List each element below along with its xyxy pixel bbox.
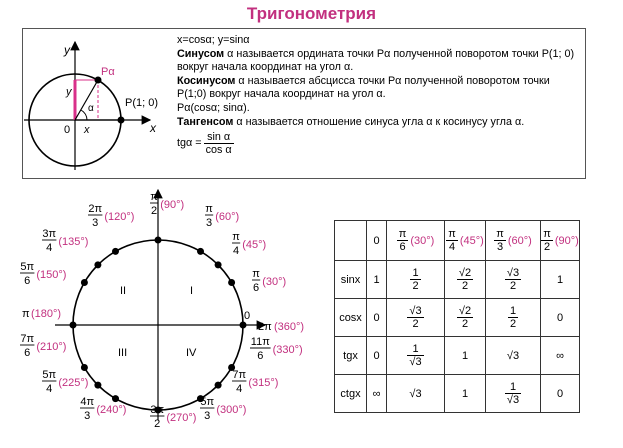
table-fraction [508,305,518,330]
fraction-denominator: 2 [509,318,517,330]
circle-point [94,382,101,389]
angle-degrees: (120°) [104,211,135,223]
angle-denominator: 4 [236,383,243,395]
page-title: Тригонометрия [246,4,377,23]
circle-angle-label [250,336,303,362]
small-unit-circle [24,42,158,170]
angle-degrees: (330°) [272,344,303,356]
angle-denominator: 2 [151,205,158,217]
table-fraction [446,228,458,253]
table-row [335,299,580,337]
table-fraction [407,343,423,368]
definition-point: Pα(cosα; sinα). [177,101,250,114]
header-content [446,228,484,253]
fraction-numerator: π [398,228,407,240]
table-header-cell [387,221,445,261]
circle-point [94,261,101,268]
angle-degrees: (300°) [216,404,247,416]
table-fraction [407,305,423,330]
table-value: ∞ [372,387,381,400]
term-cos: Косинусом [177,74,236,87]
table-cell [387,375,445,413]
tg-lhs: tgα = [177,136,202,149]
table-fraction [505,381,521,406]
table-corner [335,221,367,261]
table-cell [387,261,445,299]
circle-point [240,322,247,329]
table-row-label: ctgx [335,375,367,413]
angle-numerator: 3π [150,404,165,416]
table-cell [486,375,541,413]
angle-denominator: 6 [24,347,31,359]
small-point-p [118,117,125,124]
small-radius-pa [75,80,98,120]
table-header-cell [367,221,387,261]
table-header-cell [541,221,580,261]
definition-cos [177,75,582,102]
fraction-numerator: π [496,228,504,240]
table-cell [541,299,580,337]
angle-degrees: (135°) [58,236,89,248]
table-fraction [397,228,409,253]
circle-point [215,261,222,268]
angle-degrees: (270°) [166,412,197,424]
table-row-label: sinx [335,261,367,299]
header-content [541,228,579,253]
table-value: 1 [556,273,564,286]
table-value: √3 [409,387,422,400]
angle-numerator: 11π [250,336,270,348]
table-value: 0 [373,234,380,247]
table-cell [486,299,541,337]
fraction-denominator: √3 [506,394,520,406]
table-header-cell [445,221,486,261]
table-cell [387,299,445,337]
angle-degrees: (30°) [262,276,287,288]
angle-denominator: 6 [253,282,260,294]
fraction-numerator: 1 [407,343,423,356]
definition-tan-text: α называется отношение синуса угла α к косинусу угла α. [233,115,525,128]
table-cell [445,261,486,299]
angle-degrees: (210°) [36,341,67,353]
tg-denominator: cos α [205,144,232,157]
angle-degrees: (90°) [160,199,185,211]
table-cell [541,375,580,413]
definition-tan [177,116,582,130]
angle-numerator: 5π [42,369,57,381]
fraction-denominator: √3 [409,356,422,368]
definition-sin-text: α называется ордината точки Pα полученной поворотом точки P(1; 0) вокруг начала координат на угол α. [177,47,575,74]
angle-numerator: 4π [80,396,95,408]
table-value: 1 [461,387,469,400]
circle-point [197,248,204,255]
table-cell [541,337,580,375]
circle-angle-label [20,261,66,287]
fraction-denominator: 4 [448,241,456,253]
circle-angle-label [258,321,304,333]
trig-values-table [334,220,580,413]
angle-denominator: 2 [154,418,161,430]
table-row [335,337,580,375]
fraction-numerator: √3 [409,305,422,317]
fraction-denominator: 2 [412,280,419,292]
table-fraction [505,267,521,292]
angle-degrees: (315°) [248,377,279,389]
angle-numerator: 5π [200,396,215,408]
angle-degrees: (240°) [96,404,127,416]
small-angle-label: α [88,103,94,114]
quadrant-4: IV [186,347,197,359]
circle-angle-label [200,396,246,422]
header-degrees: (90°) [554,234,579,247]
angle-numerator: 7π [232,369,247,381]
table-value: √3 [506,349,520,362]
angle-denominator: 3 [206,217,213,229]
angle-numerator: 3π [42,228,57,240]
header-content [373,235,379,247]
circle-angle-label [205,203,239,229]
definition-sin [177,48,582,75]
angle-numerator: π [252,268,260,280]
table-fraction [541,228,553,253]
table-value: 0 [373,311,380,324]
table-row-label: cosx [335,299,367,337]
table-header-cell [486,221,541,261]
circle-angle-label [42,369,88,395]
tg-fraction [204,131,234,156]
table-row [335,261,580,299]
circle-angle-label [20,333,66,359]
table-value: ∞ [556,349,564,362]
fraction-denominator: 2 [543,241,551,253]
circle-point [215,382,222,389]
small-point-pa-label: Pα [101,66,115,78]
fraction-denominator: 3 [496,241,504,253]
small-y-mark: y [66,86,72,98]
definitions-text [177,34,582,156]
angle-degrees: (360°) [274,321,305,333]
small-y-axis-label: y [64,43,70,57]
table-cell [367,261,387,299]
angle-denominator: 6 [24,275,31,287]
angle-numerator: 7π [20,333,35,345]
fraction-denominator: 2 [509,280,517,292]
angle-numerator: π [150,191,158,203]
circle-angle-label [252,268,286,294]
header-degrees: (45°) [459,234,484,247]
angle-value: π [22,308,30,320]
angle-degrees: (150°) [36,269,67,281]
circle-point [70,322,77,329]
table-fraction [457,267,473,292]
table-value: 1 [461,349,469,362]
table-fraction [494,228,506,253]
table-row [335,375,580,413]
header-degrees: (30°) [410,234,435,247]
angle-numerator: π [205,203,213,215]
angle-denominator: 3 [204,410,211,422]
circle-angle-label [244,310,250,322]
fraction-denominator: 2 [412,318,419,330]
table-fraction [457,305,473,330]
angle-degrees: (225°) [58,377,89,389]
fraction-numerator: √2 [458,267,472,279]
angle-degrees: (180°) [31,308,62,320]
angle-degrees: (60°) [215,211,240,223]
table-cell [445,299,486,337]
fraction-numerator: 1 [505,381,521,394]
table-value: 0 [556,387,564,400]
header-degrees: (60°) [507,234,532,247]
table-value: 0 [373,349,380,362]
header-content [494,228,532,253]
table-cell [367,337,387,375]
angle-value: 0 [244,310,251,322]
definition-line-xy: x=cosα; y=sinα [177,34,250,46]
table-cell [387,337,445,375]
circle-angle-label [232,231,266,257]
term-sin: Синусом [177,47,225,60]
circle-point [155,237,162,244]
fraction-numerator: 1 [412,267,419,279]
quadrant-3: III [118,347,128,359]
table-cell [541,261,580,299]
definition-cos-text: α называется абсцисса точки Pα полученной поворотом точки P(1;0) вокруг начала координат на угол α. [177,74,550,101]
fraction-denominator: 2 [461,318,469,330]
small-angle-arc [81,110,87,120]
angle-numerator: 5π [20,261,35,273]
circle-point [112,395,119,402]
circle-point [81,279,88,286]
term-tan: Тангенсом [177,115,234,128]
fraction-numerator: √3 [506,267,520,279]
circle-angle-label [232,369,278,395]
table-row-label: tgx [335,337,367,375]
small-x-mark: x [84,124,90,136]
fraction-numerator: 1 [509,305,517,317]
angle-numerator: 2π [88,203,103,215]
table-value: 1 [373,273,380,286]
small-x-axis-label: x [150,121,156,135]
header-content [397,228,435,253]
angle-value: 2π [258,321,272,333]
table-cell [486,261,541,299]
table-fraction [410,267,420,292]
fraction-numerator: π [543,228,551,240]
tg-formula [177,131,582,156]
circle-point [228,279,235,286]
small-origin: 0 [64,124,71,136]
circle-angle-label [88,203,134,229]
fraction-denominator: 2 [461,280,469,292]
circle-angle-label [22,308,61,320]
circle-point [81,364,88,371]
table-cell [445,337,486,375]
angle-denominator: 4 [233,245,240,257]
circle-angle-label [42,228,88,254]
fraction-numerator: √2 [458,305,472,317]
fraction-denominator: 6 [399,241,406,253]
angle-denominator: 3 [84,410,91,422]
angle-denominator: 6 [257,350,264,362]
angle-denominator: 4 [46,383,53,395]
quadrant-1: I [190,285,194,297]
table-cell [367,299,387,337]
angle-denominator: 4 [46,242,53,254]
small-point-p-label: P(1; 0) [125,97,159,109]
table-value: 0 [556,311,564,324]
fraction-numerator: π [448,228,456,240]
table-cell [367,375,387,413]
quadrant-2: II [120,285,127,297]
unit-circle [20,190,304,430]
circle-angle-label [150,191,184,217]
angle-degrees: (45°) [242,239,267,251]
table-cell [486,337,541,375]
angle-numerator: π [232,231,240,243]
table-header-row [335,221,580,261]
angle-denominator: 3 [92,217,99,229]
table-cell [445,375,486,413]
tg-numerator: sin α [204,131,234,144]
circle-point [112,248,119,255]
